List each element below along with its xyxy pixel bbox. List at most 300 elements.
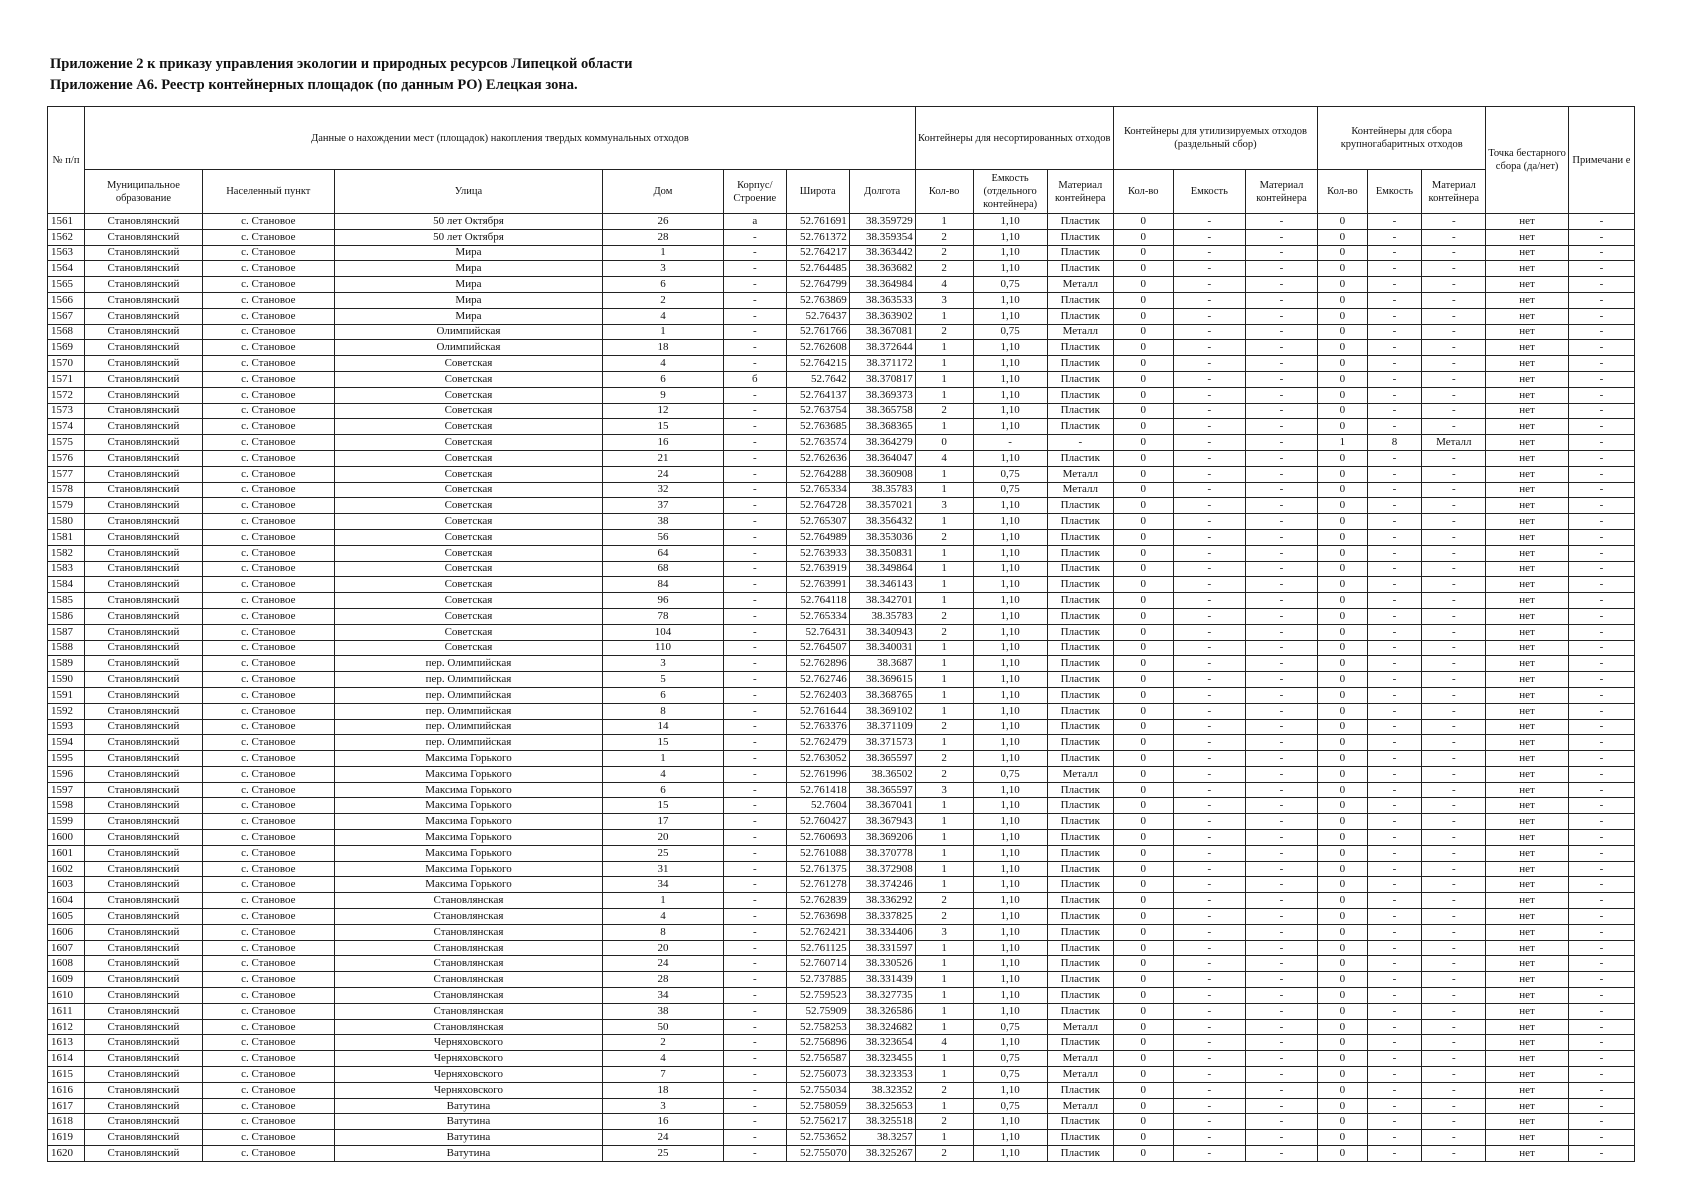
lon-cell: 38.323654: [849, 1035, 915, 1051]
unsorted-capacity-cell: 1,10: [973, 577, 1047, 593]
building-cell: -: [723, 956, 786, 972]
unsorted-material-cell: Пластик: [1047, 972, 1113, 988]
note-cell: -: [1568, 435, 1634, 451]
recycle-material-cell: -: [1245, 924, 1317, 940]
recycle-count-cell: 0: [1113, 893, 1173, 909]
lon-cell: 38.364047: [849, 450, 915, 466]
recycle-capacity-cell: -: [1173, 608, 1245, 624]
lat-cell: 52.756217: [786, 1114, 849, 1130]
note-cell: -: [1568, 972, 1634, 988]
unsorted-capacity-cell: 1,10: [973, 640, 1047, 656]
recycle-material-cell: -: [1245, 340, 1317, 356]
municipality-cell: Становлянский: [85, 561, 203, 577]
house-cell: 84: [603, 577, 724, 593]
bagless-cell: нет: [1486, 545, 1569, 561]
recycle-capacity-cell: -: [1173, 214, 1245, 230]
unsorted-material-cell: Пластик: [1047, 703, 1113, 719]
unsorted-count-cell: 1: [915, 988, 973, 1004]
lat-cell: 52.737885: [786, 972, 849, 988]
recycle-count-cell: 0: [1113, 466, 1173, 482]
recycle-capacity-cell: -: [1173, 261, 1245, 277]
house-cell: 8: [603, 703, 724, 719]
bulky-capacity-cell: -: [1367, 798, 1422, 814]
row-num: 1568: [48, 324, 85, 340]
street-cell: Мира: [334, 308, 602, 324]
bagless-cell: нет: [1486, 514, 1569, 530]
bulky-capacity-cell: -: [1367, 640, 1422, 656]
bulky-material-cell: -: [1422, 766, 1486, 782]
table-row: [48, 466, 1635, 482]
building-cell: -: [723, 1035, 786, 1051]
recycle-material-cell: -: [1245, 624, 1317, 640]
bulky-material-cell: -: [1422, 751, 1486, 767]
settlement-cell: с. Становое: [202, 1051, 334, 1067]
bulky-material-cell: -: [1422, 214, 1486, 230]
recycle-material-cell: -: [1245, 561, 1317, 577]
unsorted-material-cell: Пластик: [1047, 387, 1113, 403]
unsorted-material-cell: Пластик: [1047, 956, 1113, 972]
unsorted-material-cell: Пластик: [1047, 782, 1113, 798]
table-row: [48, 814, 1635, 830]
building-cell: -: [723, 1130, 786, 1146]
house-cell: 18: [603, 340, 724, 356]
row-num: 1576: [48, 450, 85, 466]
recycle-count-cell: 0: [1113, 1019, 1173, 1035]
unsorted-material-cell: Пластик: [1047, 1130, 1113, 1146]
table-row: [48, 593, 1635, 609]
bulky-count-cell: 0: [1318, 956, 1368, 972]
row-num: 1617: [48, 1098, 85, 1114]
recycle-capacity-cell: -: [1173, 450, 1245, 466]
house-cell: 64: [603, 545, 724, 561]
recycle-capacity-cell: -: [1173, 924, 1245, 940]
municipality-cell: Становлянский: [85, 735, 203, 751]
settlement-cell: с. Становое: [202, 1035, 334, 1051]
recycle-count-cell: 0: [1113, 798, 1173, 814]
recycle-count-cell: 0: [1113, 277, 1173, 293]
recycle-count-cell: 0: [1113, 656, 1173, 672]
header-settlement: Населенный пункт: [202, 170, 334, 214]
bulky-capacity-cell: -: [1367, 830, 1422, 846]
bulky-capacity-cell: -: [1367, 498, 1422, 514]
municipality-cell: Становлянский: [85, 861, 203, 877]
bulky-material-cell: -: [1422, 403, 1486, 419]
building-cell: -: [723, 245, 786, 261]
recycle-count-cell: 0: [1113, 593, 1173, 609]
bulky-count-cell: 0: [1318, 450, 1368, 466]
settlement-cell: с. Становое: [202, 1146, 334, 1162]
row-num: 1586: [48, 608, 85, 624]
building-cell: -: [723, 624, 786, 640]
lon-cell: 38.325518: [849, 1114, 915, 1130]
recycle-count-cell: 0: [1113, 435, 1173, 451]
settlement-cell: с. Становое: [202, 498, 334, 514]
unsorted-capacity-cell: 1,10: [973, 261, 1047, 277]
settlement-cell: с. Становое: [202, 719, 334, 735]
header-building: Корпус/ Строение: [723, 170, 786, 214]
bagless-cell: нет: [1486, 751, 1569, 767]
recycle-count-cell: 0: [1113, 403, 1173, 419]
building-cell: -: [723, 608, 786, 624]
settlement-cell: с. Становое: [202, 466, 334, 482]
bulky-capacity-cell: -: [1367, 545, 1422, 561]
lat-cell: 52.764215: [786, 356, 849, 372]
bulky-count-cell: 0: [1318, 940, 1368, 956]
house-cell: 4: [603, 308, 724, 324]
recycle-material-cell: -: [1245, 356, 1317, 372]
note-cell: -: [1568, 1146, 1634, 1162]
unsorted-capacity-cell: 1,10: [973, 529, 1047, 545]
row-num: 1601: [48, 845, 85, 861]
lon-cell: 38.353036: [849, 529, 915, 545]
settlement-cell: с. Становое: [202, 1067, 334, 1083]
recycle-capacity-cell: -: [1173, 1019, 1245, 1035]
note-cell: -: [1568, 1035, 1634, 1051]
table-row: [48, 1130, 1635, 1146]
bulky-count-cell: 0: [1318, 608, 1368, 624]
bagless-cell: нет: [1486, 830, 1569, 846]
table-row: [48, 893, 1635, 909]
lat-cell: 52.761372: [786, 229, 849, 245]
unsorted-count-cell: 2: [915, 1146, 973, 1162]
row-num: 1619: [48, 1130, 85, 1146]
lat-cell: 52.762608: [786, 340, 849, 356]
unsorted-count-cell: 1: [915, 1098, 973, 1114]
street-cell: Советская: [334, 529, 602, 545]
bulky-count-cell: 0: [1318, 419, 1368, 435]
recycle-capacity-cell: -: [1173, 656, 1245, 672]
building-cell: -: [723, 766, 786, 782]
house-cell: 14: [603, 719, 724, 735]
house-cell: 16: [603, 1114, 724, 1130]
bulky-count-cell: 0: [1318, 577, 1368, 593]
lon-cell: 38.372644: [849, 340, 915, 356]
bagless-cell: нет: [1486, 1051, 1569, 1067]
municipality-cell: Становлянский: [85, 751, 203, 767]
bulky-material-cell: -: [1422, 656, 1486, 672]
bulky-material-cell: -: [1422, 261, 1486, 277]
note-cell: -: [1568, 830, 1634, 846]
unsorted-material-cell: Металл: [1047, 1067, 1113, 1083]
recycle-capacity-cell: -: [1173, 640, 1245, 656]
row-num: 1610: [48, 988, 85, 1004]
note-cell: -: [1568, 735, 1634, 751]
bagless-cell: нет: [1486, 229, 1569, 245]
bulky-count-cell: 0: [1318, 672, 1368, 688]
bulky-count-cell: 0: [1318, 830, 1368, 846]
bagless-cell: нет: [1486, 214, 1569, 230]
street-cell: Максима Горького: [334, 861, 602, 877]
house-cell: 25: [603, 1146, 724, 1162]
unsorted-capacity-cell: 1,10: [973, 608, 1047, 624]
registry-body: [48, 214, 1635, 1162]
unsorted-capacity-cell: 1,10: [973, 340, 1047, 356]
building-cell: -: [723, 924, 786, 940]
lon-cell: 38.331439: [849, 972, 915, 988]
lat-cell: 52.756587: [786, 1051, 849, 1067]
recycle-count-cell: 0: [1113, 640, 1173, 656]
unsorted-material-cell: Пластик: [1047, 308, 1113, 324]
recycle-capacity-cell: -: [1173, 371, 1245, 387]
unsorted-material-cell: Пластик: [1047, 1082, 1113, 1098]
header-unsorted-count: Кол-во: [915, 170, 973, 214]
unsorted-material-cell: Пластик: [1047, 1146, 1113, 1162]
lon-cell: 38.365597: [849, 782, 915, 798]
unsorted-capacity-cell: 1,10: [973, 719, 1047, 735]
municipality-cell: Становлянский: [85, 988, 203, 1004]
street-cell: Советская: [334, 577, 602, 593]
lon-cell: 38.369102: [849, 703, 915, 719]
bagless-cell: нет: [1486, 308, 1569, 324]
municipality-cell: Становлянский: [85, 1082, 203, 1098]
recycle-material-cell: -: [1245, 1019, 1317, 1035]
table-row: [48, 703, 1635, 719]
settlement-cell: с. Становое: [202, 356, 334, 372]
recycle-material-cell: -: [1245, 261, 1317, 277]
unsorted-capacity-cell: 0,75: [973, 1098, 1047, 1114]
lat-cell: 52.7604: [786, 798, 849, 814]
header-bulky-material: Материал контейнера: [1422, 170, 1486, 214]
unsorted-capacity-cell: 1,10: [973, 593, 1047, 609]
recycle-count-cell: 0: [1113, 577, 1173, 593]
lat-cell: 52.761125: [786, 940, 849, 956]
recycle-material-cell: -: [1245, 593, 1317, 609]
unsorted-count-cell: 1: [915, 956, 973, 972]
house-cell: 78: [603, 608, 724, 624]
recycle-count-cell: 0: [1113, 782, 1173, 798]
house-cell: 24: [603, 956, 724, 972]
unsorted-material-cell: Пластик: [1047, 450, 1113, 466]
note-cell: -: [1568, 687, 1634, 703]
recycle-count-cell: 0: [1113, 703, 1173, 719]
bulky-capacity-cell: -: [1367, 687, 1422, 703]
recycle-material-cell: -: [1245, 988, 1317, 1004]
unsorted-material-cell: Пластик: [1047, 719, 1113, 735]
lon-cell: 38.356432: [849, 514, 915, 530]
municipality-cell: Становлянский: [85, 877, 203, 893]
bagless-cell: нет: [1486, 324, 1569, 340]
unsorted-material-cell: Пластик: [1047, 687, 1113, 703]
note-cell: -: [1568, 1019, 1634, 1035]
recycle-material-cell: -: [1245, 814, 1317, 830]
settlement-cell: с. Становое: [202, 577, 334, 593]
settlement-cell: с. Становое: [202, 403, 334, 419]
bagless-cell: нет: [1486, 1019, 1569, 1035]
house-cell: 28: [603, 972, 724, 988]
recycle-capacity-cell: -: [1173, 798, 1245, 814]
recycle-material-cell: -: [1245, 861, 1317, 877]
table-row: [48, 1098, 1635, 1114]
bagless-cell: нет: [1486, 782, 1569, 798]
table-row: [48, 245, 1635, 261]
house-cell: 6: [603, 687, 724, 703]
lon-cell: 38.363442: [849, 245, 915, 261]
bulky-count-cell: 0: [1318, 751, 1368, 767]
lat-cell: 52.763574: [786, 435, 849, 451]
bulky-material-cell: -: [1422, 687, 1486, 703]
unsorted-capacity-cell: 0,75: [973, 1067, 1047, 1083]
note-cell: -: [1568, 1130, 1634, 1146]
unsorted-count-cell: 1: [915, 798, 973, 814]
bulky-count-cell: 0: [1318, 1098, 1368, 1114]
unsorted-material-cell: Металл: [1047, 482, 1113, 498]
bulky-capacity-cell: -: [1367, 1130, 1422, 1146]
bagless-cell: нет: [1486, 624, 1569, 640]
settlement-cell: с. Становое: [202, 782, 334, 798]
unsorted-material-cell: Пластик: [1047, 261, 1113, 277]
bulky-capacity-cell: -: [1367, 877, 1422, 893]
municipality-cell: Становлянский: [85, 514, 203, 530]
street-cell: Черняховского: [334, 1067, 602, 1083]
recycle-count-cell: 0: [1113, 735, 1173, 751]
lon-cell: 38.369615: [849, 672, 915, 688]
unsorted-material-cell: Пластик: [1047, 640, 1113, 656]
unsorted-material-cell: Пластик: [1047, 624, 1113, 640]
municipality-cell: Становлянский: [85, 624, 203, 640]
house-cell: 16: [603, 435, 724, 451]
bulky-count-cell: 0: [1318, 1130, 1368, 1146]
house-cell: 34: [603, 877, 724, 893]
unsorted-material-cell: Пластик: [1047, 245, 1113, 261]
unsorted-capacity-cell: 1,10: [973, 1082, 1047, 1098]
street-cell: Становлянская: [334, 956, 602, 972]
bulky-material-cell: -: [1422, 1051, 1486, 1067]
unsorted-material-cell: Металл: [1047, 1098, 1113, 1114]
unsorted-material-cell: Пластик: [1047, 940, 1113, 956]
row-num: 1581: [48, 529, 85, 545]
bulky-count-cell: 0: [1318, 356, 1368, 372]
lat-cell: 52.763376: [786, 719, 849, 735]
lon-cell: 38.363682: [849, 261, 915, 277]
unsorted-capacity-cell: 1,10: [973, 814, 1047, 830]
building-cell: -: [723, 988, 786, 1004]
recycle-count-cell: 0: [1113, 514, 1173, 530]
bulky-capacity-cell: -: [1367, 277, 1422, 293]
unsorted-count-cell: 1: [915, 593, 973, 609]
lat-cell: 52.758253: [786, 1019, 849, 1035]
recycle-material-cell: -: [1245, 1051, 1317, 1067]
recycle-material-cell: -: [1245, 877, 1317, 893]
unsorted-material-cell: Металл: [1047, 766, 1113, 782]
bulky-count-cell: 0: [1318, 656, 1368, 672]
recycle-count-cell: 0: [1113, 387, 1173, 403]
building-cell: -: [723, 277, 786, 293]
recycle-material-cell: -: [1245, 1146, 1317, 1162]
unsorted-material-cell: Пластик: [1047, 593, 1113, 609]
recycle-count-cell: 0: [1113, 419, 1173, 435]
bagless-cell: нет: [1486, 387, 1569, 403]
bagless-cell: нет: [1486, 340, 1569, 356]
recycle-count-cell: 0: [1113, 909, 1173, 925]
table-row: [48, 845, 1635, 861]
bulky-material-cell: Металл: [1422, 435, 1486, 451]
row-num: 1588: [48, 640, 85, 656]
street-cell: Черняховского: [334, 1082, 602, 1098]
table-row: [48, 324, 1635, 340]
recycle-count-cell: 0: [1113, 214, 1173, 230]
recycle-capacity-cell: -: [1173, 703, 1245, 719]
recycle-capacity-cell: -: [1173, 545, 1245, 561]
unsorted-count-cell: 4: [915, 277, 973, 293]
street-cell: Становлянская: [334, 924, 602, 940]
lat-cell: 52.765307: [786, 514, 849, 530]
note-cell: -: [1568, 1003, 1634, 1019]
unsorted-count-cell: 2: [915, 403, 973, 419]
recycle-count-cell: 0: [1113, 1051, 1173, 1067]
unsorted-count-cell: 3: [915, 498, 973, 514]
recycle-count-cell: 0: [1113, 687, 1173, 703]
street-cell: Советская: [334, 498, 602, 514]
bulky-material-cell: -: [1422, 387, 1486, 403]
building-cell: -: [723, 450, 786, 466]
bulky-material-cell: -: [1422, 340, 1486, 356]
recycle-material-cell: -: [1245, 277, 1317, 293]
recycle-count-cell: 0: [1113, 719, 1173, 735]
table-row: [48, 514, 1635, 530]
bulky-capacity-cell: -: [1367, 988, 1422, 1004]
unsorted-count-cell: 1: [915, 356, 973, 372]
unsorted-count-cell: 3: [915, 924, 973, 940]
recycle-capacity-cell: -: [1173, 229, 1245, 245]
recycle-material-cell: -: [1245, 845, 1317, 861]
building-cell: -: [723, 672, 786, 688]
municipality-cell: Становлянский: [85, 1146, 203, 1162]
table-row: [48, 640, 1635, 656]
building-cell: -: [723, 814, 786, 830]
lat-cell: 52.763698: [786, 909, 849, 925]
table-row: [48, 798, 1635, 814]
recycle-material-cell: -: [1245, 830, 1317, 846]
recycle-material-cell: -: [1245, 735, 1317, 751]
row-num: 1594: [48, 735, 85, 751]
street-cell: Советская: [334, 624, 602, 640]
unsorted-count-cell: 1: [915, 1019, 973, 1035]
municipality-cell: Становлянский: [85, 909, 203, 925]
recycle-capacity-cell: -: [1173, 277, 1245, 293]
municipality-cell: Становлянский: [85, 1035, 203, 1051]
unsorted-count-cell: 2: [915, 229, 973, 245]
table-row: [48, 1003, 1635, 1019]
settlement-cell: с. Становое: [202, 529, 334, 545]
header-unsorted-group: Контейнеры для несортированных отходов: [915, 107, 1113, 170]
recycle-count-cell: 0: [1113, 814, 1173, 830]
municipality-cell: Становлянский: [85, 924, 203, 940]
bagless-cell: нет: [1486, 940, 1569, 956]
building-cell: -: [723, 735, 786, 751]
bulky-capacity-cell: -: [1367, 308, 1422, 324]
unsorted-count-cell: 1: [915, 877, 973, 893]
unsorted-count-cell: 1: [915, 577, 973, 593]
note-cell: -: [1568, 529, 1634, 545]
row-num: 1609: [48, 972, 85, 988]
bulky-capacity-cell: -: [1367, 261, 1422, 277]
note-cell: -: [1568, 450, 1634, 466]
row-num: 1585: [48, 593, 85, 609]
settlement-cell: с. Становое: [202, 561, 334, 577]
header-bulky-capacity: Емкость: [1367, 170, 1422, 214]
unsorted-count-cell: 1: [915, 466, 973, 482]
bagless-cell: нет: [1486, 356, 1569, 372]
table-row: [48, 782, 1635, 798]
bulky-capacity-cell: -: [1367, 766, 1422, 782]
bulky-material-cell: -: [1422, 1098, 1486, 1114]
bulky-capacity-cell: -: [1367, 1067, 1422, 1083]
row-num: 1590: [48, 672, 85, 688]
bulky-capacity-cell: -: [1367, 1098, 1422, 1114]
table-row: [48, 656, 1635, 672]
lat-cell: 52.761278: [786, 877, 849, 893]
lon-cell: 38.35783: [849, 482, 915, 498]
